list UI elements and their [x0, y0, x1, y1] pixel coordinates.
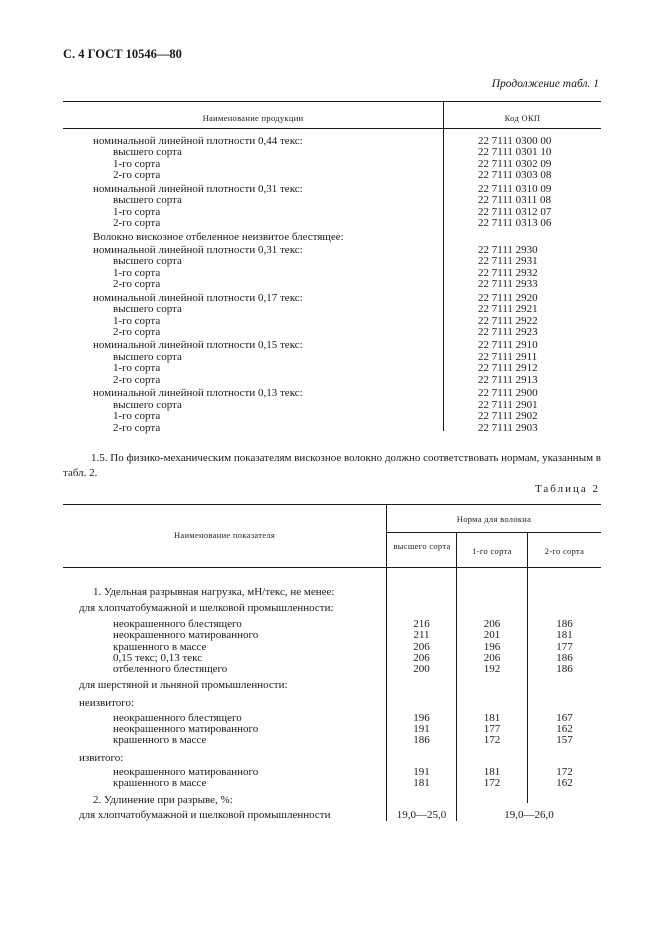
table1-row-code: 22 7111 0302 09 [478, 158, 552, 170]
table2-cell-v3: 157 [556, 734, 573, 746]
table2-cell-v3: 167 [556, 712, 573, 724]
table1-top-rule [63, 101, 601, 102]
table2-row-label: крашенного в массе [113, 734, 207, 746]
table1-row-code: 22 7111 2912 [478, 362, 538, 374]
table2-cell-v3: 177 [556, 641, 573, 653]
table2-row-label: неокрашенного блестящего [113, 712, 242, 724]
table1-row-code: 22 7111 2901 [478, 399, 538, 411]
table1-row-code: 22 7111 2932 [478, 267, 538, 279]
table2-header-col3: 2-го сорта [544, 546, 585, 556]
table-continuation-label: Продолжение табл. 1 [491, 78, 599, 90]
table2-cell-v2: 206 [483, 618, 501, 630]
table2-cell-v1: 216 [413, 618, 430, 630]
table1-row-name: 2-го сорта [113, 169, 161, 181]
table1-row-name: номинальной линейной плотности 0,31 текс: [93, 183, 303, 195]
table1-row-code: 22 7111 2903 [478, 422, 538, 434]
table1-row-name: 1-го сорта [113, 410, 161, 422]
table1-row-code: 22 7111 0301 10 [478, 146, 552, 158]
table1-header-rule [63, 128, 601, 129]
table1-row-name: номинальной линейной плотности 0,31 текс: [93, 244, 303, 256]
table2-cell-v1: 200 [413, 663, 430, 675]
table1-row-name: высшего сорта [113, 146, 182, 158]
table2-row-label: для шерстяной и льняной промышленности: [79, 679, 288, 691]
table1-row-code: 22 7111 2933 [478, 278, 538, 290]
table2-row-label: для хлопчатобумажной и шелковой промышленности [79, 809, 331, 821]
table2-cell-v3: 186 [556, 618, 573, 630]
table1-row-name: высшего сорта [113, 303, 182, 315]
table2-row-label: отбеленного блестящего [113, 663, 228, 675]
table2-cell-v2: 177 [483, 723, 501, 735]
table2-row-label: неокрашенного блестящего [113, 618, 242, 630]
table2-header-indicator: Наименование показателя [173, 530, 276, 540]
table2-row-label: извитого: [79, 752, 124, 764]
table2-header-norm: Норма для волокна [456, 514, 532, 524]
table1-row-code: 22 7111 2913 [478, 374, 538, 386]
table2-row-label: 2. Удлинение при разрыве, %: [93, 794, 233, 806]
table2-cell-v1: 191 [413, 766, 430, 778]
table2-caption: Таблица 2 [534, 483, 600, 495]
table2-cell-v1: 211 [413, 629, 430, 641]
table1-row-code: 22 7111 0313 06 [478, 217, 552, 229]
table2-cell-v1: 206 [413, 641, 430, 653]
table2-cell-v2: 201 [483, 629, 501, 641]
table1-row-name: высшего сорта [113, 255, 182, 267]
table2-cell-v2: 206 [483, 652, 501, 664]
table2-cell-v1: 196 [413, 712, 430, 724]
table2-cell-v1: 19,0—25,0 [396, 809, 447, 821]
table1-row-code: 22 7111 2921 [478, 303, 538, 315]
table1-row-name: высшего сорта [113, 351, 182, 363]
table1-row-code: 22 7111 2930 [478, 244, 538, 256]
table1-row-code: 22 7111 2923 [478, 326, 538, 338]
table2-cell-v3: 186 [556, 652, 573, 664]
table2-cell-v1: 191 [413, 723, 430, 735]
table2-header-rule [63, 567, 601, 568]
table1-row-name: 1-го сорта [113, 315, 161, 327]
table1-row-name: высшего сорта [113, 399, 182, 411]
table2-cell-v3: 162 [556, 777, 573, 789]
table1-row-name: 2-го сорта [113, 374, 161, 386]
table1-row-name: высшего сорта [113, 194, 182, 206]
table2-cell-v2: 192 [483, 663, 501, 675]
table1-row-code: 22 7111 2910 [478, 339, 538, 351]
table2-row-label: неокрашенного матированного [113, 766, 259, 778]
table2-cell-v2: 196 [483, 641, 501, 653]
table1-row-code: 22 7111 2902 [478, 410, 538, 422]
table2-cell-v1: 181 [413, 777, 430, 789]
table1-row-name: 1-го сорта [113, 267, 161, 279]
table2-row-label: 0,15 текс; 0,13 текс [113, 652, 203, 664]
table2-cell-v2: 181 [483, 766, 501, 778]
table1-row-name: номинальной линейной плотности 0,44 текс: [93, 135, 303, 147]
table2-cell-v3: 186 [556, 663, 573, 675]
table1-row-name: 1-го сорта [113, 206, 161, 218]
table1-row-code: 22 7111 0310 09 [478, 183, 552, 195]
table2-cell-v23: 19,0—26,0 [504, 809, 554, 821]
table2-cell-v1: 206 [413, 652, 430, 664]
table2-cell-v3: 162 [556, 723, 573, 735]
table1-row-name: номинальной линейной плотности 0,17 текс: [93, 292, 303, 304]
table2-header-col2: 1-го сорта [472, 546, 512, 556]
paragraph-1-5: 1.5. По физико-механическим показателям вискозное волокно должно соответствовать нормам, указанным в табл. 2. [63, 452, 601, 479]
table1-row-name: 2-го сорта [113, 326, 161, 338]
table1-row-code: 22 7111 2922 [478, 315, 538, 327]
table1-row-code: 22 7111 2900 [478, 387, 538, 399]
table2-row-label: 1. Удельная разрывная нагрузка, мН/текс, не менее: [93, 586, 335, 598]
table1-row-code: 22 7111 0312 07 [478, 206, 552, 218]
table1-header-code: Код ОКП [504, 113, 541, 123]
table2-row-label: неокрашенного матированного [113, 723, 259, 735]
table2-header-col1: высшего сорта [393, 541, 451, 551]
table2-cell-v2: 172 [483, 734, 501, 746]
table2-top-rule [63, 504, 601, 505]
table2-cell-v2: 181 [483, 712, 501, 724]
table2-row-label: неизвитого: [79, 697, 135, 709]
table1-row-code: 22 7111 2931 [478, 255, 538, 267]
table2-cell-v1: 186 [413, 734, 430, 746]
table1-row-name: номинальной линейной плотности 0,15 текс: [93, 339, 303, 351]
table1-row-code: 22 7111 0311 08 [478, 194, 552, 206]
table2-cell-v2: 172 [483, 777, 501, 789]
table2-cell-v3: 181 [556, 629, 573, 641]
table1-column-divider [443, 101, 444, 431]
page-header: С. 4 ГОСТ 10546—80 [63, 47, 182, 61]
table1-header-product: Наименование продукции [202, 113, 304, 123]
table1-row-name: номинальной линейной плотности 0,13 текс: [93, 387, 303, 399]
table2-row-label: неокрашенного матированного [113, 629, 259, 641]
table2-row-label: для хлопчатобумажной и шелковой промышленности: [79, 602, 334, 614]
table2-row-label: крашенного в массе [113, 641, 207, 653]
table1-row-code: 22 7111 0300 00 [478, 135, 552, 147]
table1-row-name: 1-го сорта [113, 362, 161, 374]
table1-row-code: 22 7111 2920 [478, 292, 538, 304]
table1-row-name: 2-го сорта [113, 422, 161, 434]
table1-row-name: 1-го сорта [113, 158, 161, 170]
table1-row-code: 22 7111 2911 [478, 351, 538, 363]
table2-cell-v3: 172 [556, 766, 573, 778]
table2-subheader-rule [387, 532, 601, 533]
table1-row-name: 2-го сорта [113, 217, 161, 229]
table2-row-label: крашенного в массе [113, 777, 207, 789]
table1-row-code: 22 7111 0303 08 [478, 169, 552, 181]
table1-row-name: 2-го сорта [113, 278, 161, 290]
table1-row-name: Волокно вискозное отбеленное неизвитое блестящее: [93, 231, 344, 243]
